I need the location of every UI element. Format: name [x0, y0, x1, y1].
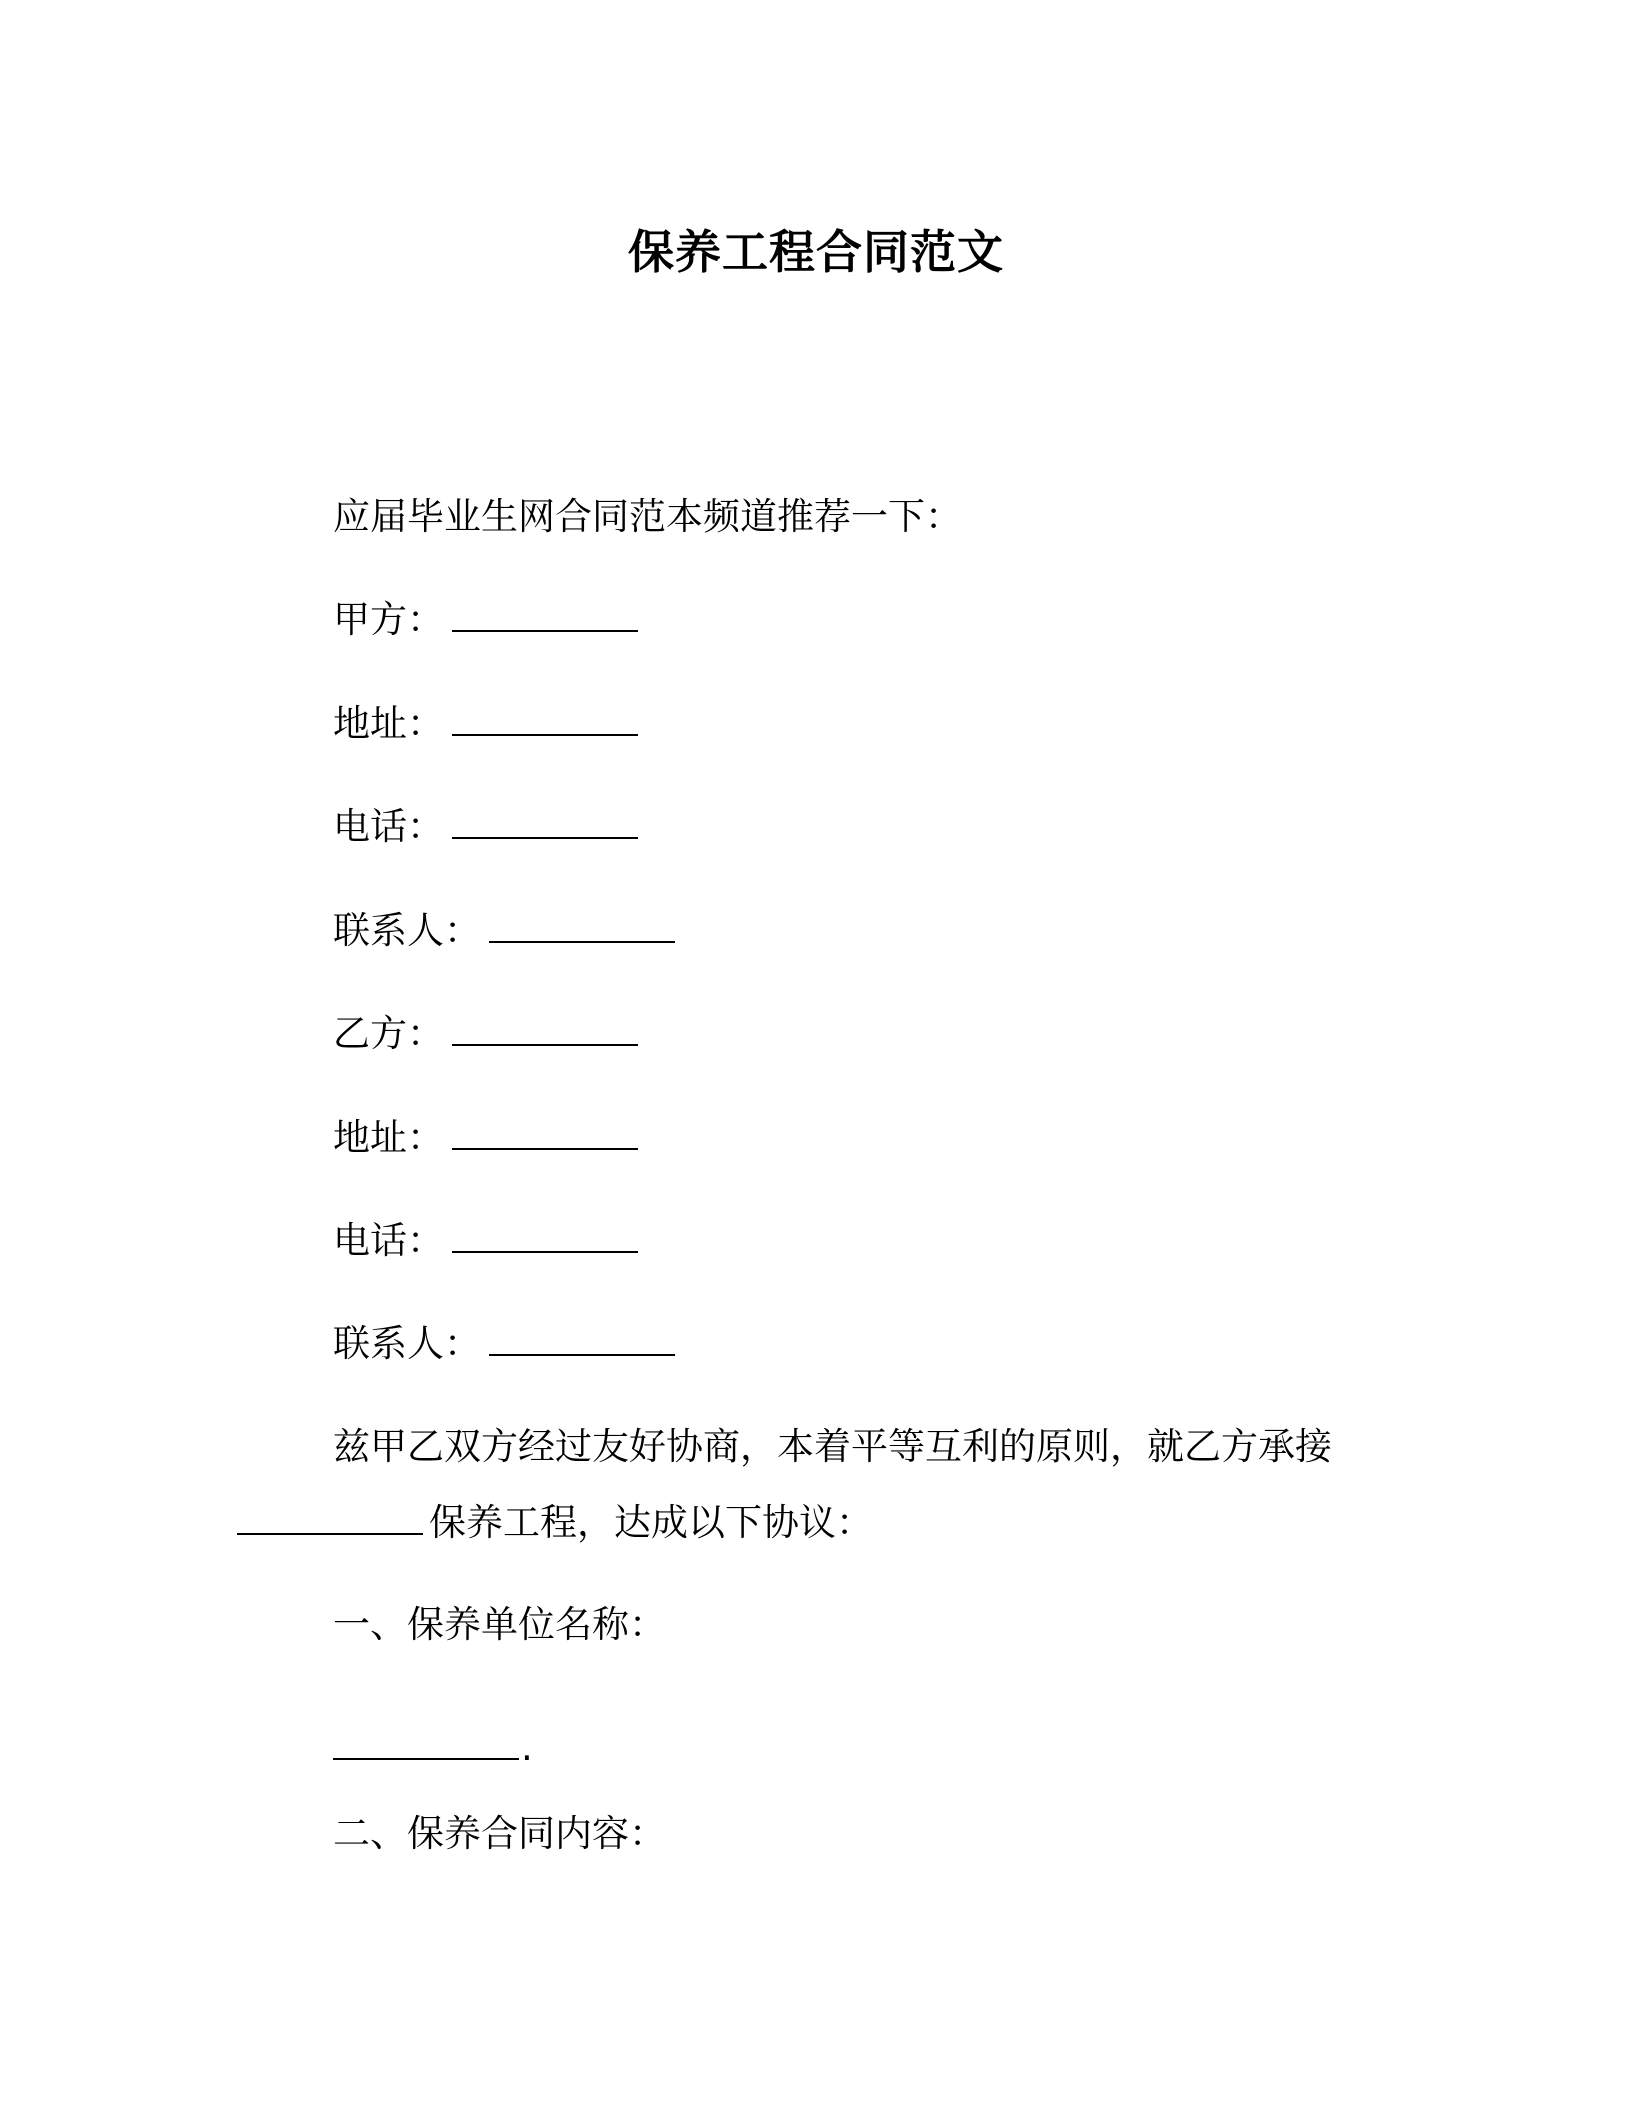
project-name-blank[interactable]	[237, 1497, 423, 1535]
party-a-name-label: 甲方：	[333, 598, 444, 641]
party-b-address-row	[333, 1112, 644, 1163]
party-a-contact-row	[333, 905, 681, 956]
intro-text: 应届毕业生网合同范本频道推荐一下：	[333, 495, 962, 538]
party-b-contact-row	[333, 1318, 681, 1369]
party-a-phone-blank[interactable]	[452, 801, 638, 839]
party-a-name-blank[interactable]	[452, 594, 638, 632]
party-a-address-blank[interactable]	[452, 698, 638, 736]
party-a-address-row	[333, 698, 644, 749]
party-b-address-blank[interactable]	[452, 1112, 638, 1150]
party-a-contact-label: 联系人：	[333, 909, 481, 952]
party-b-phone-blank[interactable]	[452, 1215, 638, 1253]
party-b-name-row	[333, 1008, 644, 1059]
party-b-contact-label: 联系人：	[333, 1322, 481, 1365]
party-b-contact-blank[interactable]	[489, 1318, 675, 1356]
section-2-heading: 二、保养合同内容：	[333, 1812, 666, 1855]
maintenance-unit-blank[interactable]	[333, 1722, 519, 1760]
party-a-phone-row	[333, 801, 644, 852]
section-1-value-suffix: .	[521, 1726, 533, 1769]
party-b-phone-row	[333, 1215, 644, 1266]
section-1-heading: 一、保养单位名称：	[333, 1603, 666, 1646]
party-a-phone-label: 电话：	[333, 805, 444, 848]
section-1-value-row	[333, 1722, 533, 1773]
party-b-name-blank[interactable]	[452, 1008, 638, 1046]
party-b-phone-label: 电话：	[333, 1219, 444, 1262]
agreement-line-2	[237, 1497, 873, 1548]
document-title: 保养工程合同范文	[628, 225, 1004, 279]
party-a-name-row	[333, 594, 644, 645]
party-b-name-label: 乙方：	[333, 1012, 444, 1055]
party-b-address-label: 地址：	[333, 1116, 444, 1159]
party-a-contact-blank[interactable]	[489, 905, 675, 943]
agreement-line-1: 兹甲乙双方经过友好协商，本着平等互利的原则，就乙方承接	[333, 1425, 1332, 1468]
agreement-line-2-text: 保养工程，达成以下协议：	[429, 1501, 873, 1544]
party-a-address-label: 地址：	[333, 702, 444, 745]
